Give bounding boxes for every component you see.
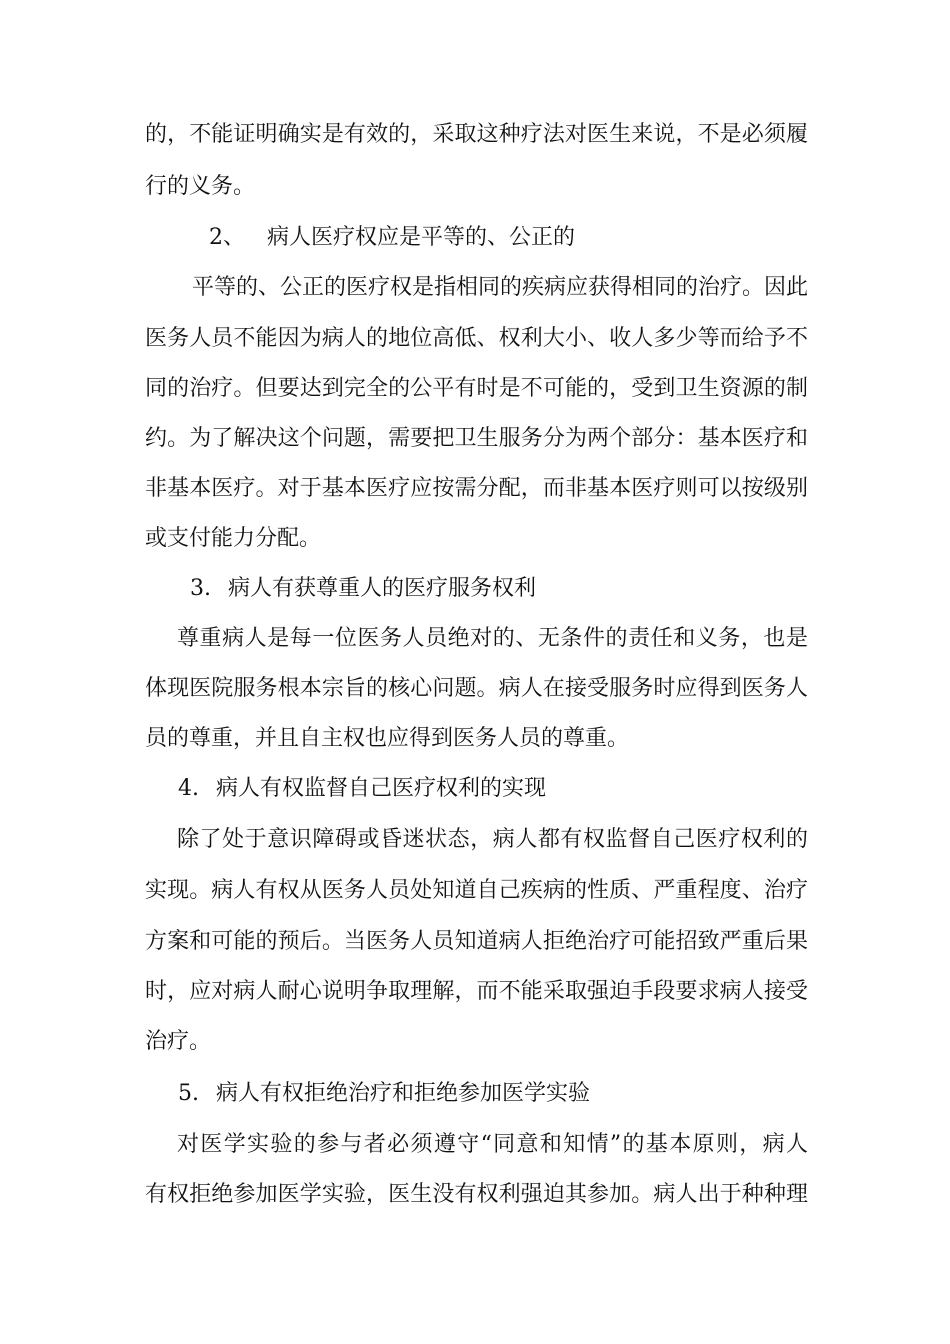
paragraph-line: 的，不能证明确实是有效的，采取这种疗法对医生来说，不是必须履 xyxy=(145,122,808,147)
section-number: 3. xyxy=(190,576,211,601)
paragraph-line: 约。为了解决这个问题，需要把卫生服务分为两个部分：基本医疗和 xyxy=(145,426,808,451)
section-heading-4 xyxy=(178,774,546,804)
paragraph-line: 非基本医疗。对于基本医疗应按需分配，而非基本医疗则可以按级别 xyxy=(145,476,808,501)
paragraph-line: 除了处于意识障碍或昏迷状态，病人都有权监督自己医疗权利的 xyxy=(177,827,808,852)
section-title: 病人有获尊重人的医疗服务权利 xyxy=(228,576,537,601)
paragraph-line: 时，应对病人耐心说明争取理解，而不能采取强迫手段要求病人接受 xyxy=(145,979,808,1004)
paragraph-line: 行的义务。 xyxy=(145,174,256,199)
section-title: 病人医疗权应是平等的、公正的 xyxy=(267,225,576,250)
paragraph-line: 平等的、公正的医疗权是指相同的疾病应获得相同的治疗。因此 xyxy=(192,275,809,300)
section-heading-2 xyxy=(209,223,575,253)
paragraph-line: 对医学实验的参与者必须遵守“同意和知情”的基本原则，病人 xyxy=(177,1132,808,1157)
section-heading-5 xyxy=(178,1079,590,1109)
paragraph-line: 方案和可能的预后。当医务人员知道病人拒绝治疗可能招致严重后果 xyxy=(145,929,808,954)
section-number: 4. xyxy=(178,776,199,801)
section-number: 2、 xyxy=(209,225,245,250)
paragraph-line: 同的治疗。但要达到完全的公平有时是不可能的，受到卫生资源的制 xyxy=(145,376,808,401)
section-title: 病人有权监督自己医疗权利的实现 xyxy=(216,776,547,801)
paragraph-line: 员的尊重，并且自主权也应得到医务人员的尊重。 xyxy=(145,726,630,751)
paragraph-line: 实现。病人有权从医务人员处知道自己疾病的性质、严重程度、治疗 xyxy=(145,878,808,903)
paragraph-line: 有权拒绝参加医学实验，医生没有权利强迫其参加。病人出于种种理 xyxy=(145,1182,808,1207)
paragraph-line: 尊重病人是每一位医务人员绝对的、无条件的责任和义务，也是 xyxy=(177,626,808,651)
paragraph-line: 治疗。 xyxy=(145,1029,212,1054)
paragraph-line: 或支付能力分配。 xyxy=(145,526,322,551)
paragraph-line: 体现医院服务根本宗旨的核心问题。病人在接受服务时应得到医务人 xyxy=(145,676,808,701)
section-heading-3 xyxy=(190,574,536,604)
section-number: 5. xyxy=(178,1081,199,1106)
paragraph-line: 医务人员不能因为病人的地位高低、权利大小、收人多少等而给予不 xyxy=(145,326,808,351)
section-title: 病人有权拒绝治疗和拒绝参加医学实验 xyxy=(216,1081,591,1106)
